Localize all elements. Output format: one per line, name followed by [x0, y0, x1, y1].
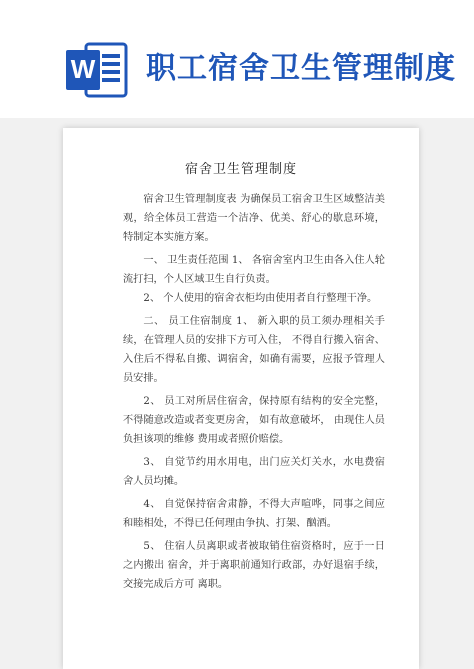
banner [0, 0, 474, 122]
paragraph: 3、 自觉节约用水用电，出门应关灯关水，水电费宿舍人员均摊。 [123, 457, 385, 487]
paragraph: 2、 员工对所居住宿舍，保持原有结构的安全完整，不得随意改造或者变更房舍， 如有故意破坏， 由现住人员负担该项的维修 费用或者照价赔偿。 [123, 396, 385, 445]
word-document-icon [66, 40, 128, 100]
paragraph: 2、 个人使用的宿舍衣柜均由使用者自行整理干净。 [143, 293, 378, 304]
paragraph: 二、 员工住宿制度 1、 新入职的员工须办理相关手续，在管理人员的安排下方可入住， 不得自行搬入宿舍、入住后不得私自搬、调宿舍，如确有需要，应报予管理人员安排。 [123, 316, 385, 384]
document-body [123, 190, 385, 598]
document-page [63, 128, 419, 669]
document-heading: 宿舍卫生管理制度 [184, 162, 297, 177]
paragraph: 5、 住宿人员离职或者被取销住宿资格时，应于一日之内搬出 宿舍，并于离职前通知行政部，办好退宿手续，交接完成后方可 离职。 [123, 541, 385, 590]
paragraph: 4、 自觉保持宿舍肃静，不得大声喧哗，同事之间应和睦相处，不得已任何理由争执、打架、酗酒。 [123, 499, 385, 529]
banner-title: 职工宿舍卫生管理制度 [146, 51, 456, 86]
paragraph: 宿舍卫生管理制度表 为确保员工宿舍卫生区域整洁美观，给全体员工营造一个洁净、优美、舒心的歇息环境，特制定本实施方案。 [123, 194, 385, 243]
paragraph: 一、 卫生责任范围 1、 各宿舍室内卫生由各入住人轮流打扫，个人区域卫生自行负责。 [123, 255, 385, 285]
word-icon-letter: W [70, 54, 96, 84]
